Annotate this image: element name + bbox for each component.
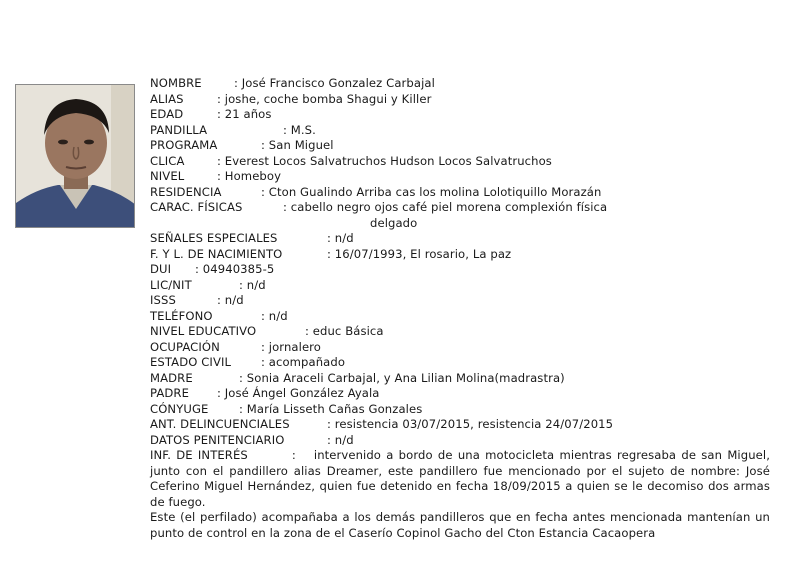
field-carac-fisicas — [150, 200, 770, 231]
field-label: PANDILLA — [150, 122, 208, 137]
field-pandilla — [150, 123, 770, 139]
field-senales — [150, 231, 770, 247]
field-telefono — [150, 309, 770, 325]
field-value: : resistencia 03/07/2015, resistencia 24/07/2015 — [327, 417, 614, 431]
field-value: : n/d — [261, 308, 288, 323]
field-madre — [150, 371, 770, 387]
field-label: NIVEL EDUCATIVO — [150, 324, 257, 338]
field-value: : José Ángel González Ayala — [217, 386, 380, 400]
field-clica — [150, 154, 770, 170]
field-value: : José Francisco Gonzalez Carbajal — [234, 76, 435, 90]
field-programa — [150, 138, 770, 154]
field-label: RESIDENCIA — [150, 184, 222, 199]
field-label: INF. DE INTERÉS — [150, 448, 248, 462]
field-value: : n/d — [327, 231, 354, 245]
field-value: : educ Básica — [305, 324, 384, 338]
field-value: : 21 años — [217, 107, 272, 121]
field-residencia — [150, 185, 770, 201]
field-nacimiento — [150, 247, 770, 263]
field-value: : Everest Locos Salvatruchos Hudson Locos Salvatruchos — [217, 153, 552, 168]
field-label: DUI — [150, 262, 172, 276]
field-label: ISSS — [150, 293, 176, 307]
field-label: MADRE — [150, 370, 193, 385]
field-label: F. Y L. DE NACIMIENTO — [150, 246, 283, 261]
field-value: : joshe, coche bomba Shagui y Killer — [217, 91, 432, 106]
field-value: : Homeboy — [217, 169, 282, 183]
field-label: EDAD — [150, 107, 184, 121]
field-label: ESTADO CIVIL — [150, 355, 232, 369]
field-value: : María Lisseth Cañas Gonzales — [239, 401, 423, 416]
interes-paragraph-2: Este (el perfilado) acompañaba a los demás pandilleros que en fecha antes mencionada mantenían un punto de control en la zona de el Caserío Copinol Gacho del Cton Estancia Cacaopera — [150, 510, 770, 540]
field-licnit — [150, 278, 770, 294]
person-photo-icon — [16, 85, 135, 228]
field-label: PROGRAMA — [150, 138, 218, 152]
field-inf-interes — [150, 448, 770, 510]
field-label: CÓNYUGE — [150, 401, 209, 416]
field-value: : Cton Gualindo Arriba cas los molina Lolotiquillo Morazán — [261, 184, 602, 199]
interes-text: intervenido a bordo de una motocicleta mientras regresaba de san Miguel, junto con el pandillero alias Dreamer, este pandillero fue mencionado por el sujeto de nombre: José Ceferino Miguel Hernández, quien fue detenido en fecha 18/09/2015 a quien se le decomiso dos armas de fuego. — [150, 448, 770, 509]
field-label: ANT. DELINCUENCIALES — [150, 417, 290, 431]
field-label: TELÉFONO — [150, 308, 213, 323]
field-edad — [150, 107, 770, 123]
field-label: NOMBRE — [150, 76, 202, 90]
mugshot-photo — [15, 84, 135, 228]
field-alias — [150, 92, 770, 108]
field-value: : Sonia Araceli Carbajal, y Ana Lilian Molina(madrastra) — [239, 370, 565, 385]
field-label: ALIAS — [150, 91, 184, 106]
field-value: : acompañado — [261, 355, 346, 369]
field-value: : cabello negro ojos café piel morena complexión física — [283, 200, 608, 214]
field-colon: : — [291, 448, 296, 462]
field-isss — [150, 293, 770, 309]
field-padre — [150, 386, 770, 402]
field-nombre — [150, 76, 770, 92]
field-value: : jornalero — [261, 339, 321, 354]
field-label: CARAC. FÍSICAS — [150, 200, 243, 214]
field-label: SEÑALES ESPECIALES — [150, 231, 278, 245]
field-value: : n/d — [239, 277, 266, 292]
field-estado-civil — [150, 355, 770, 371]
field-label: LIC/NIT — [150, 277, 192, 292]
field-ant-delincuenciales — [150, 417, 770, 433]
field-value: : San Miguel — [261, 138, 334, 152]
field-value-continued: delgado — [370, 215, 418, 230]
field-label: CLICA — [150, 153, 185, 168]
field-dui — [150, 262, 770, 278]
field-nivel-educativo — [150, 324, 770, 340]
field-value: : n/d — [327, 432, 354, 447]
field-label: PADRE — [150, 386, 189, 400]
field-conyuge — [150, 402, 770, 418]
field-value: : 04940385-5 — [195, 262, 275, 276]
field-nivel — [150, 169, 770, 185]
field-value: : n/d — [217, 293, 244, 307]
field-label: DATOS PENITENCIARIO — [150, 432, 285, 447]
field-value: : 16/07/1993, El rosario, La paz — [327, 246, 512, 261]
record-sheet — [150, 76, 770, 541]
field-label: NIVEL — [150, 169, 185, 183]
field-datos-penitenciario — [150, 433, 770, 449]
field-value: : M.S. — [283, 122, 316, 137]
field-label: OCUPACIÓN — [150, 339, 220, 354]
field-ocupacion — [150, 340, 770, 356]
